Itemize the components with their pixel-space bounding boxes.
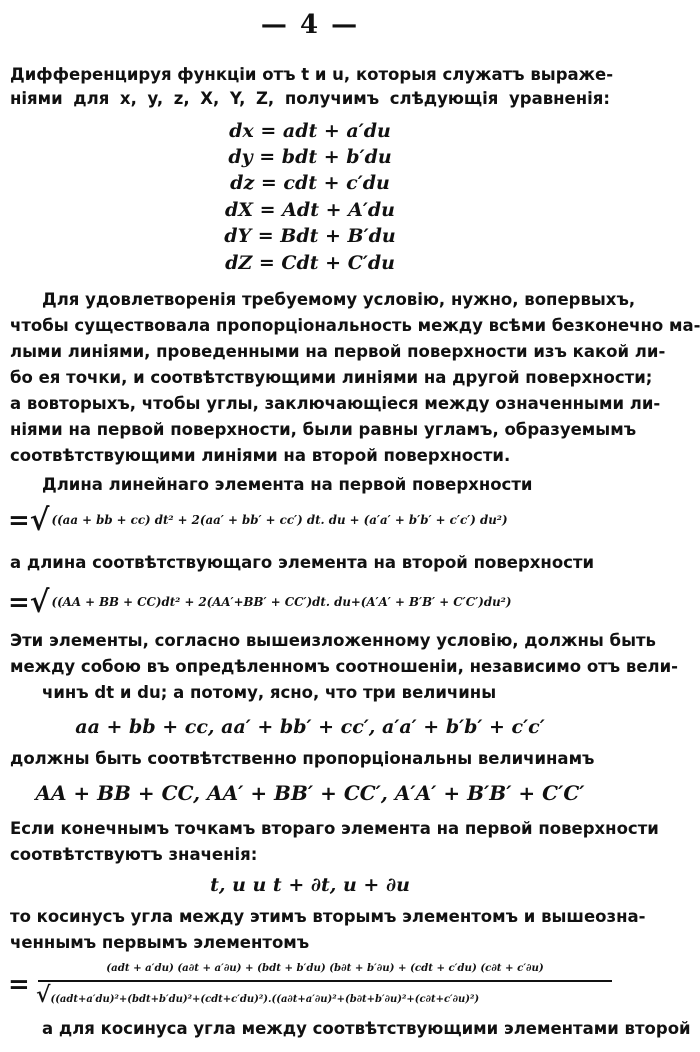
radical-sign: √ [29, 585, 50, 620]
paragraph-2-line-1: Для удовлетворенія требуемому условію, нужно, вопервыхъ, [42, 290, 636, 309]
paragraph-3-line-1: Эти элементы, согласно вышеизложенному условію, должны быть [10, 631, 656, 650]
paragraph-2-line-6: ніями на первой поверхности, были равны угламъ, образуемымъ [10, 420, 637, 439]
paragraph-3-line-3: чинъ dt и du; а потому, ясно, что три величины [42, 683, 497, 702]
paragraph-2-line-5: а вовторыхъ, чтобы углы, заключающіеся между означенными ли- [10, 394, 661, 413]
paragraph-4-line-2: соотвѣтствуютъ значенія: [10, 845, 258, 864]
paragraph-2-line-2: чтобы существовала пропорціональность между всѣми безконечно ма- [10, 316, 700, 335]
radical-sign: √ [29, 503, 50, 538]
radical-sign: √ [36, 982, 51, 1008]
first-element-formula [8, 505, 612, 536]
cosine-denominator [36, 982, 612, 1008]
equation-dX: dX = Adt + A′du [225, 199, 395, 221]
equals-sign: = [8, 506, 30, 536]
second-element-caption: а длина соотвѣтствующаго элемента на второй поверхности [10, 553, 595, 572]
equation-dz: dz = cdt + c′du [230, 172, 390, 194]
equation-dy: dy = bdt + b′du [228, 146, 392, 168]
paragraph-5-line-2: ченнымъ первымъ элементомъ [10, 933, 310, 952]
equation-dY: dY = Bdt + B′du [224, 225, 396, 247]
first-element-caption: Длина линейнаго элемента на первой поверхности [42, 475, 533, 494]
paragraph-2-line-7: соотвѣтствующими линіями на второй поверхности. [10, 446, 511, 465]
paragraph-2-line-4: бо ея точки, и соотвѣтствующими линіями на другой поверхности; [10, 368, 653, 387]
equals-sign: = [8, 970, 30, 1000]
paragraph-4-line-1: Если конечнымъ точкамъ втораго элемента на первой поверхности [10, 819, 659, 838]
equals-sign: = [8, 588, 30, 618]
cosine-denominator-body: ((adt+a′du)²+(bdt+b′du)²+(cdt+c′du)²).((a∂t+a′∂u)²+(b∂t+b′∂u)²+(c∂t+c′∂u)²) [50, 994, 480, 1005]
three-quantities-expression: aa + bb + cc, aa′ + bb′ + cc′, a′a′ + b′b′ + c′c′ [75, 716, 545, 738]
equation-dZ: dZ = Cdt + C′du [225, 252, 395, 274]
proportional-caption: должны быть соотвѣтственно пропорціональны величинамъ [10, 749, 595, 768]
values-expression: t, u и t + ∂t, u + ∂u [210, 874, 410, 896]
equation-dx: dx = adt + a′du [229, 120, 391, 142]
paragraph-3-line-2: между собою въ опредѣленномъ соотношеніи, независимо отъ вели- [10, 657, 679, 676]
last-line: а для косинуса угла между соотвѣтствующими элементами второй [42, 1019, 691, 1038]
first-element-formula-body: ((aa + bb + cc) dt² + 2(aa′ + bb′ + cc′) dt. du + (a′a′ + b′b′ + c′c′) du²) [51, 513, 508, 527]
paragraph-1-line-1: Дифференцируя функціи отъ t и u, которыя служатъ выраже- [10, 65, 614, 84]
page-number: — 4 — [260, 10, 360, 40]
second-element-formula [8, 587, 612, 618]
paragraph-1-line-2: ніями для x, y, z, X, Y, Z, получимъ слѣдующія уравненія: [10, 89, 610, 108]
paragraph-5-line-1: то косинусъ угла между этимъ вторымъ элементомъ и вышеозна- [10, 907, 646, 926]
cosine-fraction [8, 962, 612, 1010]
capital-quantities-expression: AA + BB + CC, AA′ + BB′ + CC′, A′A′ + B′B′ + C′C′ [35, 781, 585, 805]
cosine-numerator: (adt + a′du) (a∂t + a′∂u) + (bdt + b′du) (b∂t + b′∂u) + (cdt + c′du) (c∂t + c′∂u) [106, 962, 544, 974]
paragraph-2-line-3: лыми линіями, проведенными на первой поверхности изъ какой ли- [10, 342, 666, 361]
second-element-formula-body: ((AA + BB + CC)dt² + 2(AA′+BB′ + CC′)dt. du+(A′A′ + B′B′ + C′C′)du²) [51, 595, 512, 609]
